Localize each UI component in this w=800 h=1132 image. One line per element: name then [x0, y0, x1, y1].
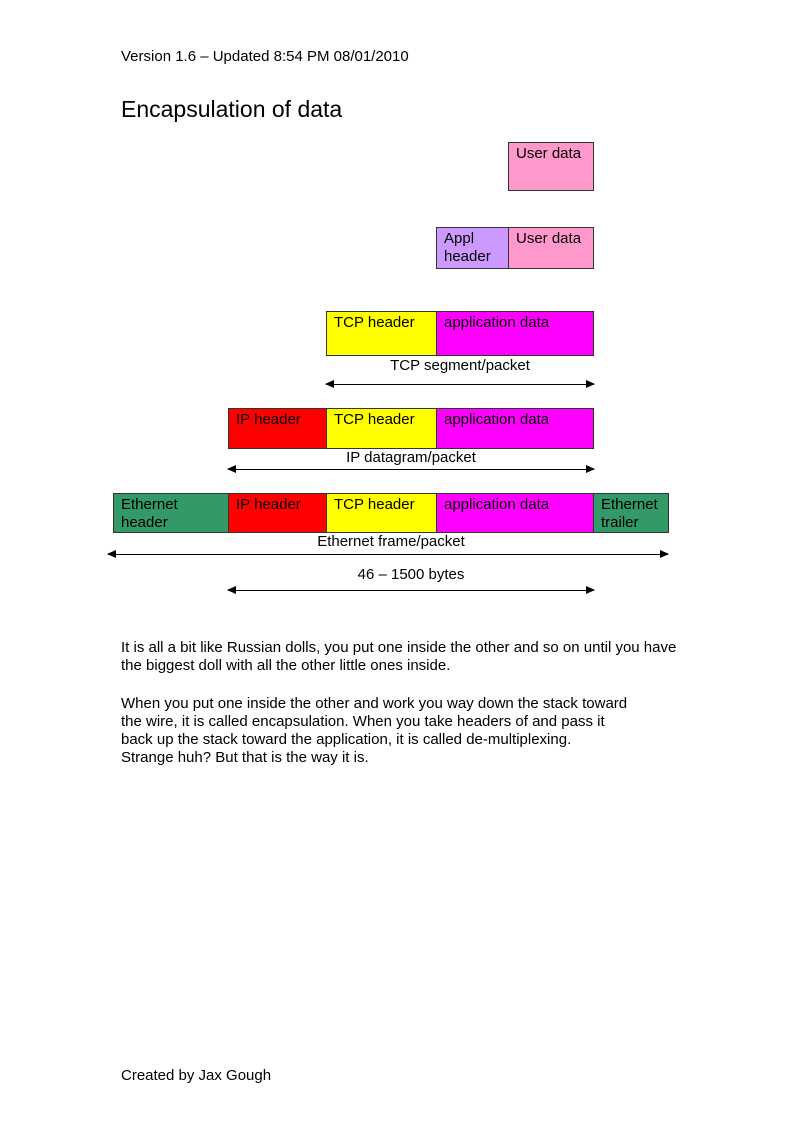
page-title: Encapsulation of data — [121, 96, 343, 122]
ip-datagram-arrow — [228, 469, 594, 470]
application-data-box: application data — [436, 311, 594, 356]
paragraph-line: the wire, it is called encapsulation. When you take headers of and pass it — [121, 713, 605, 730]
paragraph-russian-dolls: It is all a bit like Russian dolls, you put one inside the other and so on until you have the biggest doll with all the other little ones inside. — [121, 639, 677, 674]
paragraph-encapsulation — [121, 695, 701, 767]
ip-datagram-label: IP datagram/packet — [346, 449, 476, 466]
ip-header-box: IP header — [228, 408, 327, 449]
ethernet-header-box: Ethernet header — [113, 493, 229, 533]
ethernet-frame-arrow — [108, 554, 668, 555]
tcp-segment-label: TCP segment/packet — [390, 357, 530, 374]
paragraph-line: back up the stack toward the application, it is called de-multiplexing. — [121, 731, 572, 748]
footer-credit: Created by Jax Gough — [121, 1067, 272, 1084]
user-data-box: User data — [508, 142, 594, 191]
ethernet-frame-label: Ethernet frame/packet — [317, 533, 465, 550]
paragraph-line: Strange huh? But that is the way it is. — [121, 749, 369, 766]
tcp-segment-arrow — [326, 384, 594, 385]
tcp-header-box: TCP header — [326, 408, 437, 449]
user-data-box: User data — [508, 227, 594, 269]
ethernet-trailer-box: Ethernet trailer — [593, 493, 669, 533]
version-line: Version 1.6 – Updated 8:54 PM 08/01/2010 — [121, 48, 409, 65]
ip-header-box: IP header — [228, 493, 327, 533]
tcp-header-box: TCP header — [326, 493, 437, 533]
application-data-box: application data — [436, 408, 594, 449]
application-data-box: application data — [436, 493, 594, 533]
appl-header-box: Appl header — [436, 227, 509, 269]
paragraph-line: When you put one inside the other and work you way down the stack toward — [121, 695, 628, 712]
tcp-header-box: TCP header — [326, 311, 437, 356]
payload-size-arrow — [228, 590, 594, 591]
payload-size-label: 46 – 1500 bytes — [357, 566, 465, 583]
